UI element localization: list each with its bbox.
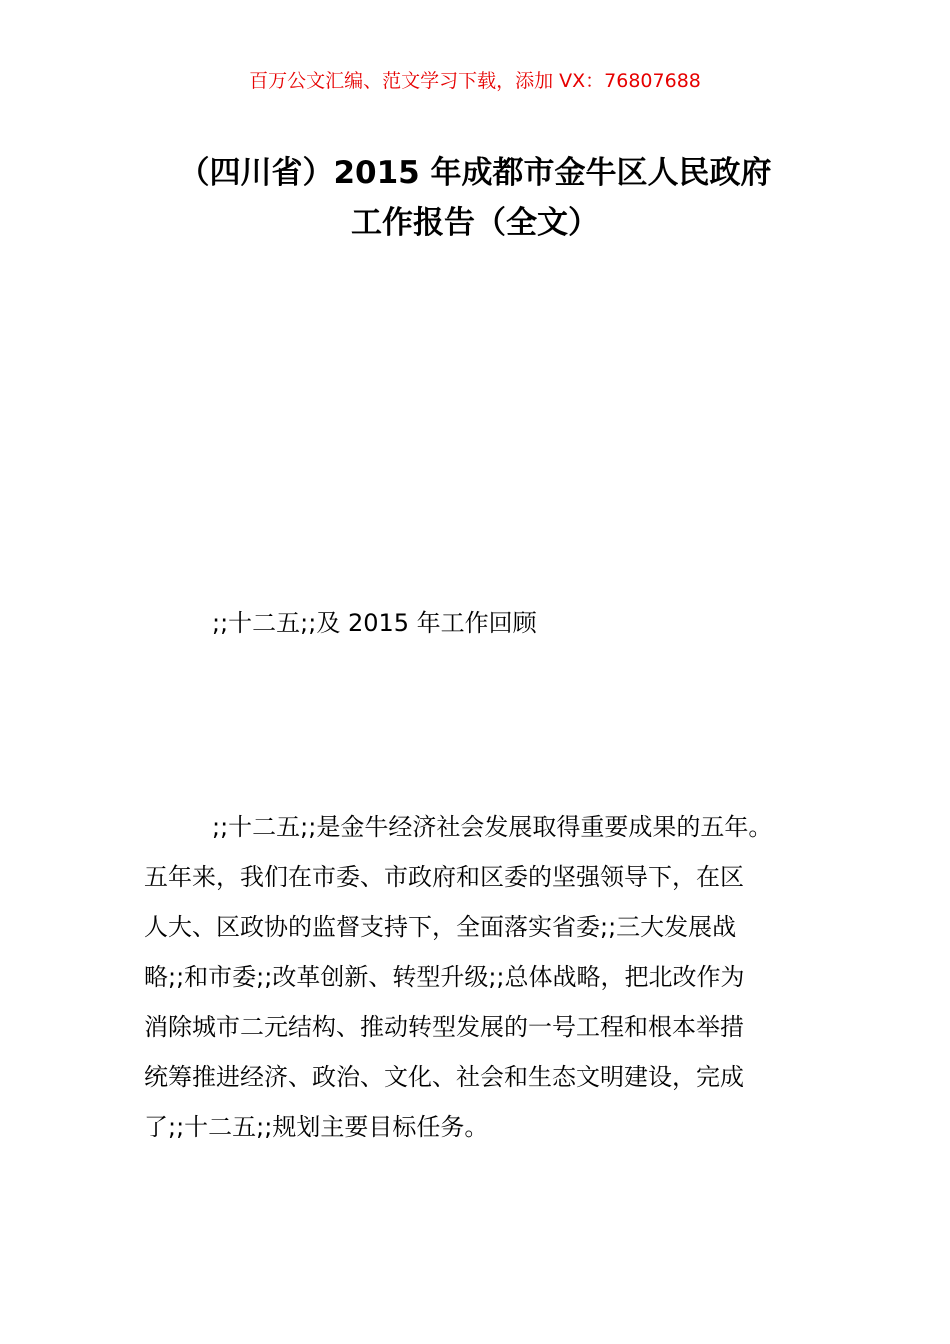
paragraph-line: 五年来，我们在市委、市政府和区委的坚强领导下，在区 [144, 863, 744, 891]
paragraph-line: 略;;和市委;;改革创新、转型升级;;总体战略，把北改作为 [144, 963, 745, 991]
paragraph-line: 消除城市二元结构、推动转型发展的一号工程和根本举措 [144, 1013, 744, 1041]
document-title [60, 148, 890, 248]
paragraph-line: 了;;十二五;;规划主要目标任务。 [144, 1113, 489, 1141]
paragraph-line: 人大、区政协的监督支持下，全面落实省委;;三大发展战 [144, 913, 737, 941]
title-line-2: 工作报告（全文） [351, 205, 599, 241]
body-paragraph [144, 802, 824, 1152]
promo-header-note: 百万公文汇编、范文学习下载，添加 VX：76807688 [249, 70, 701, 92]
title-line-1: （四川省）2015 年成都市金牛区人民政府 [178, 155, 772, 191]
section-heading: ;;十二五;;及 2015 年工作回顾 [212, 609, 537, 637]
paragraph-line: ;;十二五;;是金牛经济社会发展取得重要成果的五年。 [212, 813, 773, 841]
paragraph-line: 统筹推进经济、政治、文化、社会和生态文明建设，完成 [144, 1063, 744, 1091]
